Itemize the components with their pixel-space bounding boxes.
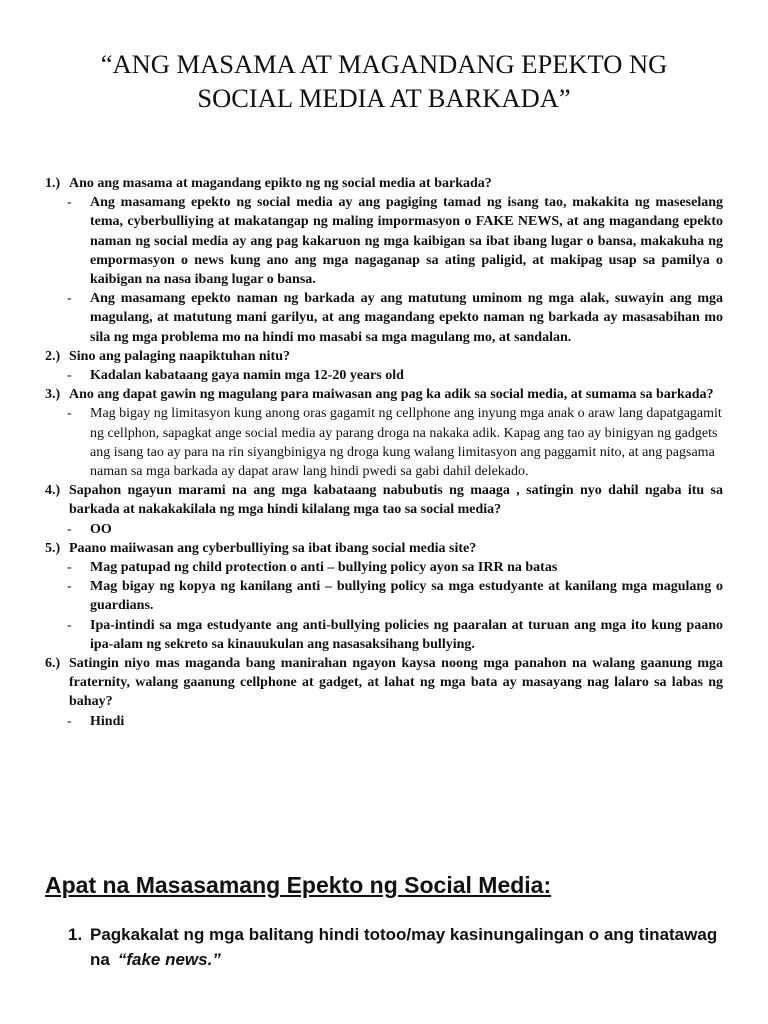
- dash-bullet: -: [67, 579, 72, 595]
- question-2: [45, 347, 723, 366]
- question-text: Ano ang dapat gawin ng magulang para maiwasan ang pag ka adik sa social media, at sumama sa barkada?: [69, 387, 714, 403]
- answer-text: Kadalan kabataang gaya namin mga 12-20 years old: [90, 368, 404, 384]
- answer-item: [45, 520, 723, 539]
- dash-bullet: -: [67, 713, 72, 729]
- answer-item: [45, 193, 723, 289]
- question-6: [45, 654, 723, 712]
- list-number: 1.: [68, 925, 83, 944]
- answer-item: [45, 712, 723, 731]
- answer-text: Mag bigay ng kopya ng kanilang anti – bullying policy sa mga estudyante at kanilang mga magulang o guardians.: [90, 579, 723, 614]
- dash-bullet: -: [67, 368, 72, 384]
- question-text: Ano ang masama at magandang epikto ng ng social media at barkada?: [69, 176, 492, 191]
- question-number: 4.): [45, 483, 61, 499]
- dash-bullet: -: [67, 195, 72, 211]
- question-5: [45, 539, 723, 558]
- answer-item: [45, 366, 723, 385]
- answer-item: [45, 289, 723, 347]
- answer-text: Ipa-intindi sa mga estudyante ang anti-bullying policies ng paaralan at turuan ang mga ito kung paano ipa-alam ng sekreto sa kinauukulan ang nasasaksihang bullying.: [90, 617, 723, 652]
- title-line-1: “ANG MASAMA AT MAGANDANG EPEKTO NG: [100, 49, 668, 79]
- question-1: [45, 174, 723, 193]
- answer-item: [45, 577, 723, 615]
- question-4: [45, 481, 723, 519]
- section-heading: Apat na Masasamang Epekto ng Social Media:: [45, 872, 552, 898]
- answer-text: Mag bigay ng limitasyon kung anong oras gagamit ng cellphone ang inyung mga anak o araw lang dapatgagamit ng cellphon, sapagkat ange social media ay parang droga na nakaka adik. Kapag ang tao ay binigyan ng gadgets ang isang tao ay para na rin siyangbinigya ng droga kung walang limitasyon ang paggamit nito, at ang pagsama naman sa mga barkada ay dapat araw lang hindi pwedi sa gabi dahil delekado.: [90, 406, 722, 480]
- question-number: 6.): [45, 656, 61, 672]
- question-3: [45, 385, 723, 404]
- question-number: 2.): [45, 348, 61, 364]
- question-list: [45, 174, 723, 731]
- list-item-emphasis: “fake news.”: [117, 950, 221, 969]
- dash-bullet: -: [67, 521, 72, 537]
- list-item-body: Pagkakalat ng mga balitang hindi totoo/may kasinungalingan o ang tinatawag na: [90, 925, 718, 969]
- question-text: Sapahon ngayun marami na ang mga kabataang nabubutis ng maaga , satingin nyo dahil ngaba itu sa barkada at nakakakilala ng mga hindi kilalang mga tao sa social media?: [69, 483, 723, 518]
- answer-text: Ang masamang epekto ng social media ay ang pagiging tamad ng isang tao, makakita ng maseselang tema, cyberbulliying at makatangap ng maling impormasyon o FAKE NEWS, at ang magandang epekto naman ng social media ay ang pag kakaruon ng mga kaibigan sa ibat ibang lugar o bansa, makakuha ng empormasyon o news kung ano ang mga nagaganap sa ating paligid, at makipag usap sa pamilya o kaibigan na nasa ibang lugar o bansa.: [90, 195, 723, 288]
- dash-bullet: -: [67, 617, 72, 633]
- question-number: 1.): [45, 176, 61, 191]
- question-text: Sino ang palaging naapiktuhan nitu?: [69, 348, 290, 364]
- title-line-2: SOCIAL MEDIA AT BARKADA”: [197, 83, 571, 113]
- list-item-text: [90, 922, 728, 972]
- answer-text: Hindi: [90, 713, 125, 729]
- document-title: [40, 47, 728, 115]
- question-text: Paano maiiwasan ang cyberbulliying sa ibat ibang social media site?: [69, 540, 477, 556]
- answer-item: [45, 404, 723, 481]
- answer-text: Mag patupad ng child protection o anti – bullying policy ayon sa IRR na batas: [90, 560, 558, 576]
- dash-bullet: -: [67, 406, 72, 422]
- answer-item: [45, 616, 723, 654]
- question-text: Satingin niyo mas maganda bang manirahan ngayon kaysa noong mga panahon na walang gaanung mga fraternity, walang gaanung cellphone at gadget, at lahat ng mga bata ay masayang nag lalaro sa labas ng bahay?: [69, 656, 723, 710]
- dash-bullet: -: [67, 560, 72, 576]
- answer-item: [45, 558, 723, 577]
- dash-bullet: -: [67, 291, 72, 307]
- answer-text: Ang masamang epekto naman ng barkada ay ang matutung uminom ng mga alak, suwayin ang mga magulang, at matutung mani garilyu, at ang magandang epekto naman ng barkada ay masasabihan mo sila ng mga problema mo na hindi mo masabi sa mga magulang mo, at sandalan.: [90, 291, 723, 345]
- question-number: 5.): [45, 540, 61, 556]
- answer-text: OO: [90, 521, 112, 537]
- numbered-list-item: [68, 922, 728, 972]
- question-number: 3.): [45, 387, 61, 403]
